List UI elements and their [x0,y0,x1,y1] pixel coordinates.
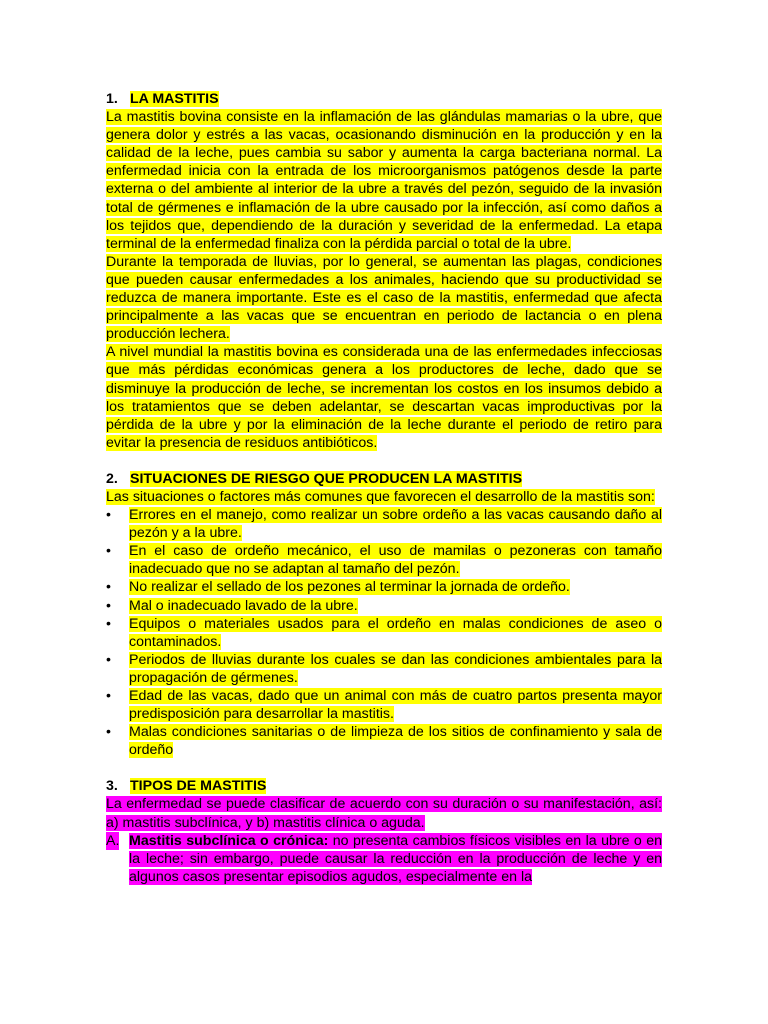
bullet-icon: • [106,579,111,596]
bullet-icon: • [106,651,111,668]
section-3-intro: La enfermedad se puede clasificar de acuerdo con su duración o su manifestación, así: a) mastitis subclínica, y b) mastitis clínica o aguda. [106,796,662,831]
section-2-title: SITUACIONES DE RIESGO QUE PRODUCEN LA MASTITIS [130,470,523,487]
section-1-number: 1. [106,91,118,107]
section-1-paragraph: La mastitis bovina consiste en la inflamación de las glándulas mamarias o la ubre, que genera dolor y estrés a las vacas, ocasionando disminución en la producción y en la calidad de la leche, pues cambia su sabor y aumenta la carga bacteriana normal. La enfermedad inicia con la entrada de los microorganismos patógenos desde la parte externa o del ambiente al interior de la ubre a través del pezón, seguido de la invasión total de gérmenes e inflamación de la ubre causado por la infección, así como daños a los tejidos que, dependiendo de la duración y severidad de la enfermedad. La etapa terminal de la enfermedad finaliza con la pérdida parcial o total de la ubre. [106,109,662,252]
mastitis-type-item [106,832,662,886]
section-2-number: 2. [106,470,118,487]
bullet-icon: • [106,507,111,524]
list-item: • Malas condiciones sanitarias o de limpieza de los sitios de confinamiento y sala de ordeño [106,724,662,759]
item-term: Mastitis subclínica o crónica: [129,832,329,849]
list-item: • No realizar el sellado de los pezones al terminar la jornada de ordeño. [106,579,570,596]
section-1-title: LA MASTITIS [130,91,219,107]
item-text: no presenta cambios físicos visibles en la ubre o en la leche; sin embargo, puede causar la reducción en la producción de leche y en algunos casos presentar episodios agudos, especialmente en la [129,832,662,885]
bullet-icon: • [106,724,111,741]
section-2-intro: Las situaciones o factores más comunes que favorecen el desarrollo de la mastitis son: [106,488,655,505]
section-1-heading [106,90,662,108]
section-2-heading [106,470,662,488]
list-item: • Equipos o materiales usados para el ordeño en malas condiciones de aseo o contaminados. [106,615,662,650]
section-spacer [106,452,662,470]
section-spacer [106,759,662,777]
item-letter: A. [106,832,120,849]
bullet-icon: • [106,688,111,704]
section-1-paragraph: A nivel mundial la mastitis bovina es considerada una de las enfermedades infecciosas que más pérdidas económicas genera a los productores de leche, dado que se disminuye la producción de leche, se incrementan los costos en los insumos debido a los tratamientos que se deben adelantar, se descartan vacas improductivas por la pérdida de la ubre y por la eliminación de la leche durante el periodo de retiro para evitar la presencia de residuos antibióticos. [106,344,662,451]
bullet-icon: • [106,615,111,632]
list-item: • Edad de las vacas, dado que un animal con más de cuatro partos presenta mayor predisposición para desarrollar la mastitis. [106,688,662,723]
section-1-paragraph: Durante la temporada de lluvias, por lo general, se aumentan las plagas, condiciones que pueden causar enfermedades a los animales, haciendo que su productividad se reduzca de manera importante. Este es el caso de la mastitis, enfermedad que afecta principalmente a las vacas que se encuentran en periodo de lactancia o en plena producción lechera. [106,253,662,343]
bullet-icon: • [106,543,111,560]
section-3-heading [106,777,662,795]
bullet-icon: • [106,597,111,614]
section-3-number: 3. [106,778,118,795]
list-item: • Errores en el manejo, como realizar un sobre ordeño a las vacas causando daño al pezón y a la ubre. [106,507,662,542]
list-item: • Mal o inadecuado lavado de la ubre. [106,597,358,614]
document-body [106,90,662,886]
section-3-title: TIPOS DE MASTITIS [130,778,267,795]
list-item: • En el caso de ordeño mecánico, el uso de mamilas o pezoneras con tamaño inadecuado que no se adaptan al tamaño del pezón. [106,543,662,578]
list-item: • Periodos de lluvias durante los cuales se dan las condiciones ambientales para la propagación de gérmenes. [106,651,662,686]
risk-factor-list [106,506,662,759]
